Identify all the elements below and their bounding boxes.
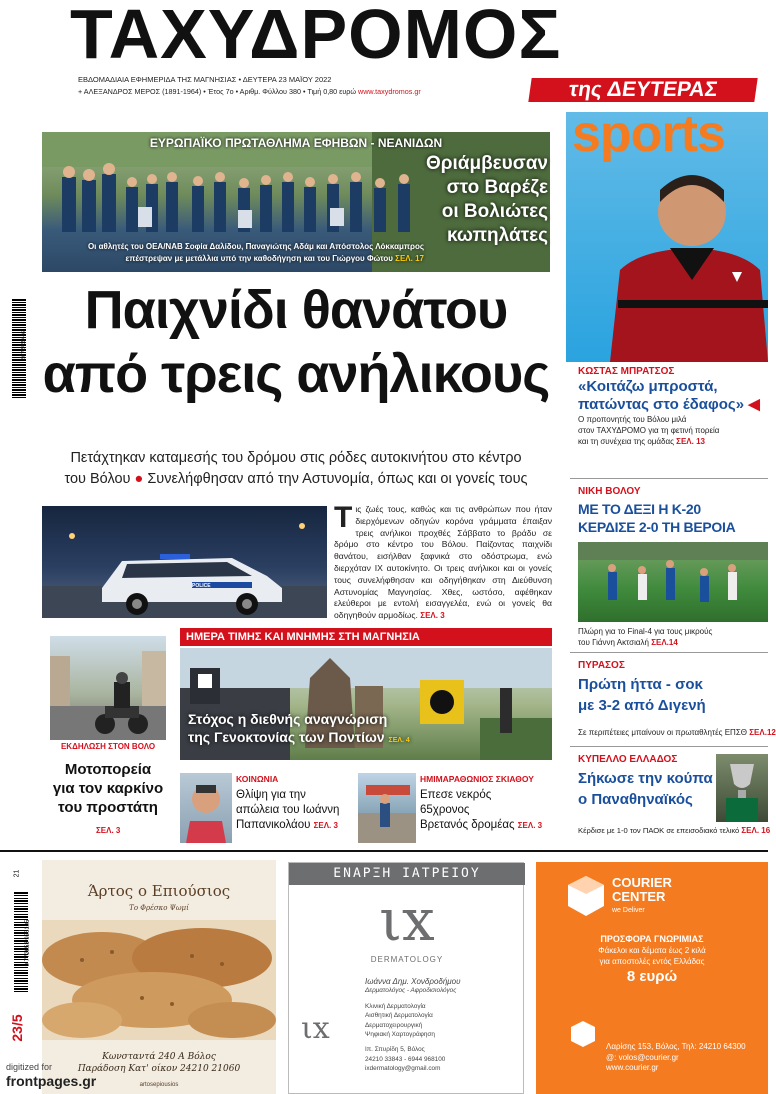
marathon-kicker: ΗΜΙΜΑΡΑΘΩΝΙΟΣ ΣΚΙΑΘΟΥ (420, 774, 534, 784)
society-kicker: ΚΟΙΝΩΝΙΑ (236, 774, 279, 784)
derm-banner: ΕΝΑΡΞΗ ΙΑΤΡΕΙΟΥ (289, 863, 525, 885)
cup-kicker: ΚΥΠΕΛΛΟ ΕΛΛΑΔΟΣ (578, 754, 678, 765)
marathon-photo (358, 773, 416, 843)
sports-divider-2 (570, 652, 768, 653)
coach-illustration (600, 150, 768, 362)
society-photo (180, 773, 232, 843)
portrait-illustration (180, 773, 232, 843)
courier-box-icon (566, 874, 606, 918)
police-car-illustration (42, 506, 327, 618)
police-car-photo (42, 506, 327, 618)
cup-headline: Σήκωσε την κούπα ο Παναθηναϊκός (578, 770, 713, 808)
coach-photo (600, 150, 768, 362)
main-story-ref[interactable]: ΣΕΛ. 3 (420, 611, 445, 621)
moto-kicker: ΕΚΔΗΛΩΣΗ ΣΤΟΝ ΒΟΛΟ (60, 742, 156, 751)
nike-ref[interactable]: ΣΕΛ.14 (651, 638, 678, 647)
masthead-title: ΤΑΧΥΔΡΟΜΟΣ (70, 0, 562, 73)
bakery-footer: artosepiousios (139, 1082, 179, 1088)
moto-ref[interactable]: ΣΕΛ. 3 (96, 826, 121, 835)
society-headline: Θλίψη για την απώλεια του Ιωάννη Παπανικολάου ΣΕΛ. 3 (236, 789, 340, 831)
edition-badge: της ΔΕΥΤΕΡΑΣ (528, 78, 757, 102)
moto-photo (50, 636, 166, 740)
nike-headline: ΜΕ ΤΟ ΔΕΞΙ Η Κ-20 ΚΕΡΔΙΣΕ 2-0 ΤΗ ΒΕΡΟΙΑ (578, 501, 736, 535)
courier-small-icon (570, 1020, 596, 1048)
motorcycle-illustration (50, 636, 166, 740)
top-story-banner: ΕΥΡΩΠΑΪΚΟ ΠΡΩΤΑΘΛΗΜΑ ΕΦΗΒΩΝ - ΝΕΑΝΙΔΩΝ (149, 136, 443, 150)
memorial-banner: ΗΜΕΡΑ ΤΙΜΗΣ ΚΑΙ ΜΝΗΜΗΣ ΣΤΗ ΜΑΓΝΗΣΙΑ (180, 628, 552, 646)
bullet-icon: ● (134, 471, 144, 487)
cup-ref[interactable]: ΣΕΛ. 16 (741, 826, 771, 835)
courier-contact: Λαρίσης 153, Βόλος, Τηλ: 24210 64300 @: volos@courier.gr www.courier.gr (606, 1042, 766, 1074)
drop-cap: Τ (334, 501, 353, 534)
moto-headline: Μοτοπορεία για τον καρκίνο του προστάτη (52, 761, 164, 816)
coach-ref[interactable]: ΣΕΛ. 13 (676, 437, 705, 446)
runner-illustration (358, 773, 416, 843)
sports-divider-3 (570, 746, 768, 747)
top-story-headline: Θριάμβευσαν στο Βαρέζε οι Βολιώτες κωπηλάτες (425, 153, 548, 246)
main-subhead: Πετάχτηκαν καταμεσής του δρόμου στις ρόδες αυτοκινήτου στο κέντρο του Βόλου ● Συνελήφθησαν από την Αστυνομία, όπως και οι γονείς τους (64, 450, 528, 487)
marathon-headline: Επεσε νεκρός 65χρονος Βρετανός δρομέας ΣΕΛ. 3 (420, 789, 543, 831)
dermatology-ad[interactable] (288, 862, 524, 1094)
bakery-subtitle: Το Φρέσκο Ψωμί (129, 904, 189, 912)
society-ref[interactable]: ΣΕΛ. 3 (313, 821, 338, 830)
main-headline: Παιχνίδι θανάτου από τρεις ανήλικους (42, 280, 550, 404)
football-photo (578, 542, 768, 622)
digitized-note: digitized for (6, 1062, 53, 1072)
frontpages-link[interactable]: frontpages.gr (6, 1073, 97, 1089)
courier-ad[interactable] (536, 862, 768, 1094)
masthead-line2: + ΑΛΕΞΑΝΔΡΟΣ ΜΕΡΟΣ (1891-1964) • Έτος 7ο • Αριθμ. Φύλλου 380 • Τιμή 0,80 ευρώ www.taxydromos.gr (78, 87, 421, 96)
masthead-line1: ΕΒΔΟΜΑΔΙΑΙΑ ΕΦΗΜΕΡΙΔΑ ΤΗΣ ΜΑΓΝΗΣΙΑΣ • ΔΕΥΤΕΡΑ 23 ΜΑΪΟΥ 2022 (78, 75, 332, 84)
police-car-label: POLICE (192, 583, 211, 589)
ads-separator (0, 850, 768, 852)
issue-number: 21 (13, 869, 21, 878)
side-barcode-number: 9772459446 (21, 331, 27, 359)
issue-date: 23/5 (9, 1014, 25, 1042)
sports-header: sports (572, 105, 725, 163)
nike-text: Πλώρη για το Final-4 για τους μικρούς του Γιάννη Ακτσιαλή ΣΕΛ.14 (578, 627, 713, 647)
bread-illustration (42, 920, 276, 1040)
pyrsos-text: Σε περιπέτειες μπαίνουν οι πρωταθλητές ΕΠΣΘ ΣΕΛ.12 (578, 728, 776, 737)
cup-text: Κέρδισε με 1-0 τον ΠΑΟΚ σε επεισοδιακό τελικό ΣΕΛ. 16 (578, 826, 771, 835)
bakery-ad[interactable] (42, 860, 276, 1094)
coach-quote: «Κοιτάζω μπροστά, πατώντας στο έδαφος» ◀ (578, 378, 760, 413)
courier-website[interactable]: www.courier.gr (606, 1063, 659, 1072)
derm-small-logo: ιx (301, 1011, 330, 1046)
courier-offer: ΠΡΟΣΦΟΡΑ ΓΝΩΡΙΜΙΑΣ Φάκελοι και δέματα έως 2 κιλά για αποστολές εντός Ελλάδας 8 ευρώ (598, 934, 706, 985)
website-link[interactable]: www.taxydromos.gr (358, 87, 421, 96)
trophy-illustration (716, 754, 768, 822)
pyrsos-kicker: ΠΥΡΑΣΟΣ (578, 660, 625, 671)
marathon-ref[interactable]: ΣΕΛ. 3 (517, 821, 543, 830)
footer-barcode-number: 9 772653 926105 (25, 919, 31, 967)
bakery-address: Κωνσταντά 240 Α Βόλος (102, 1052, 216, 1062)
triangle-icon: ◀ (748, 396, 760, 413)
nike-kicker: ΝΙΚΗ ΒΟΛΟΥ (578, 486, 641, 497)
coach-text: Ο προπονητής του Βόλου μιλά στον ΤΑΧΥΔΡΟΜΟ για τη φετινή πορεία και τη συνέχεια της ομάδας ΣΕΛ. 13 (578, 415, 720, 446)
derm-logo-mark: ιx (379, 886, 435, 954)
courier-logo: COURIER CENTER we Deliver (612, 875, 672, 914)
sports-divider-1 (570, 478, 768, 479)
cup-photo (716, 754, 768, 822)
pyrsos-headline: Πρώτη ήττα - σοκ με 3-2 από Διγενή (578, 676, 706, 714)
coach-name: ΚΩΣΤΑΣ ΜΠΡΑΤΣΟΣ (578, 366, 675, 377)
football-illustration (578, 542, 768, 622)
memorial-caption: Στόχος η διεθνής αναγνώριση της Γενοκτονίας των Ποντίων ΣΕΛ. 4 (188, 711, 410, 745)
pyrsos-ref[interactable]: ΣΕΛ.12 (749, 728, 776, 737)
bakery-phone: Παράδοση Κατ' οίκον 24210 21060 (77, 1064, 241, 1074)
bakery-title: Άρτος ο Επιούσιος (87, 882, 231, 900)
derm-logo-text: DERMATOLOGY (370, 955, 444, 964)
top-story-caption: Οι αθλητές του ΟΕΑ/ΝΑΒ Σοφία Δαλίδου, Παναγιώτης Αδάμ και Απόστολος Λόκκαμπρος επέστρεψαν με μετάλλια υπό την καθοδήγηση και του Γιώργου Φώτου ΣΕΛ. 17 (87, 242, 424, 263)
derm-details: Ιωάννα Δημ. Χονδροδήμου Δερματολόγος - Αφροδισιολόγος Κλινική Δερματολογία Αισθητική Δερματολογία Δερματοχειρουργική Ψηφιακή Χαρτογράφηση Ιπ. Σπυρίδη 5, Βόλος 24210 33843 - 6944 968100 ixdermatology@gmail.com (365, 977, 461, 1073)
main-story-body: Τ ις ζωές τους, καθώς και τις ανθρώπων που ήταν διερχόμενων οδηγών κορόνα γράμματα έπαιξαν τρεις ανήλικοι προχθές Σάββατο το βράδυ σε δρόμο στο κέντρο του Βόλου. Παίζοντας παιχνίδι θανάτου, εισήλθαν ξαφνικά στο οδόστρωμα, ενώ διερχόταν ΙΧ αυτοκίνητο. Οι τρεις ανήλικοι και οι γονείς τους συνελήφθησαν και οδηγήθηκαν στη Διεύθυνση Αστυνομίας Μαγνησίας. Χθες, ωστόσο, αφέθηκαν ελεύθεροι με εντολή εισαγγελέα, ενώ οι γονείς θα οδηγηθούν αρμοδίως. ΣΕΛ. 3 (334, 501, 552, 621)
